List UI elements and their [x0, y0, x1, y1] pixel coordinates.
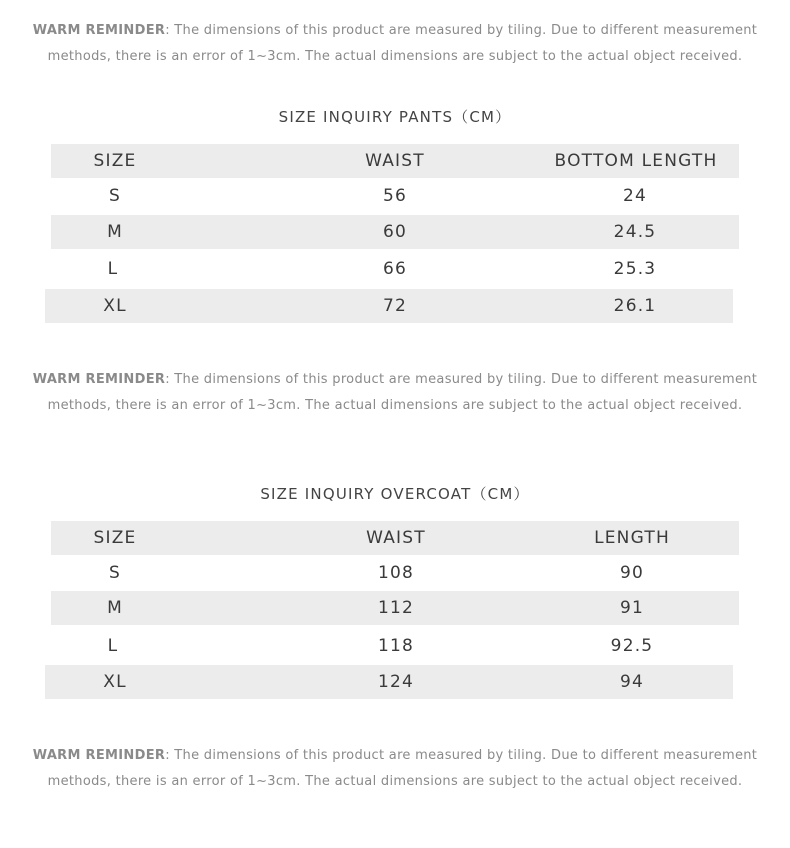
warm-reminder-2 [0, 367, 790, 419]
reminder-label: WARM REMINDER [32, 748, 166, 763]
waist-cell: 124 [377, 672, 415, 692]
reminder-text-line1: : The dimensions of this product are measured by tiling. Due to different measurement [165, 748, 758, 763]
length-cell: 91 [619, 598, 645, 618]
header-size: SIZE [93, 151, 137, 171]
reminder-text-line2: methods, there is an error of 1~3cm. The actual dimensions are subject to the actual object received. [47, 774, 743, 789]
overcoat-header-row [51, 521, 739, 555]
length-cell: 94 [619, 672, 645, 692]
size-cell: S [109, 186, 121, 206]
waist-cell: 112 [377, 598, 415, 618]
bottom-length-cell: 24 [622, 186, 648, 206]
reminder-text-line1: : The dimensions of this product are measured by tiling. Due to different measurement [165, 372, 758, 387]
pants-header-row [51, 144, 739, 178]
pants-size-title: SIZE INQUIRY PANTS（CM） [278, 108, 512, 126]
size-cell: M [107, 598, 123, 618]
size-cell: M [107, 222, 123, 242]
reminder-text-line2: methods, there is an error of 1~3cm. The actual dimensions are subject to the actual object received. [47, 49, 743, 64]
reminder-text-line1: : The dimensions of this product are measured by tiling. Due to different measurement [165, 23, 758, 38]
header-size: SIZE [93, 528, 137, 548]
table-row [45, 556, 735, 590]
bottom-length-cell: 26.1 [613, 296, 657, 316]
reminder-label: WARM REMINDER [32, 372, 166, 387]
size-cell: L [107, 636, 119, 656]
table-row [45, 179, 735, 213]
warm-reminder-3 [0, 743, 790, 795]
waist-cell: 118 [377, 636, 415, 656]
bottom-length-cell: 24.5 [613, 222, 657, 242]
reminder-label: WARM REMINDER [32, 23, 166, 38]
waist-cell: 108 [377, 563, 415, 583]
waist-cell: 66 [382, 259, 408, 279]
size-cell: XL [103, 296, 127, 316]
overcoat-size-title: SIZE INQUIRY OVERCOAT（CM） [260, 485, 530, 503]
table-row [51, 591, 739, 625]
table-row [45, 289, 733, 323]
waist-cell: 60 [382, 222, 408, 242]
warm-reminder-1 [0, 18, 790, 70]
header-waist: WAIST [366, 528, 426, 548]
waist-cell: 56 [382, 186, 408, 206]
reminder-text-line2: methods, there is an error of 1~3cm. The actual dimensions are subject to the actual object received. [47, 398, 743, 413]
header-bottom-length: BOTTOM LENGTH [554, 151, 718, 171]
table-row [45, 665, 733, 699]
table-row [45, 629, 735, 663]
table-row [51, 215, 739, 249]
length-cell: 92.5 [610, 636, 654, 656]
size-cell: L [107, 259, 119, 279]
table-row [45, 252, 735, 286]
waist-cell: 72 [382, 296, 408, 316]
bottom-length-cell: 25.3 [613, 259, 657, 279]
length-cell: 90 [619, 563, 645, 583]
header-length: LENGTH [594, 528, 670, 548]
size-cell: XL [103, 672, 127, 692]
size-cell: S [109, 563, 121, 583]
header-waist: WAIST [365, 151, 425, 171]
